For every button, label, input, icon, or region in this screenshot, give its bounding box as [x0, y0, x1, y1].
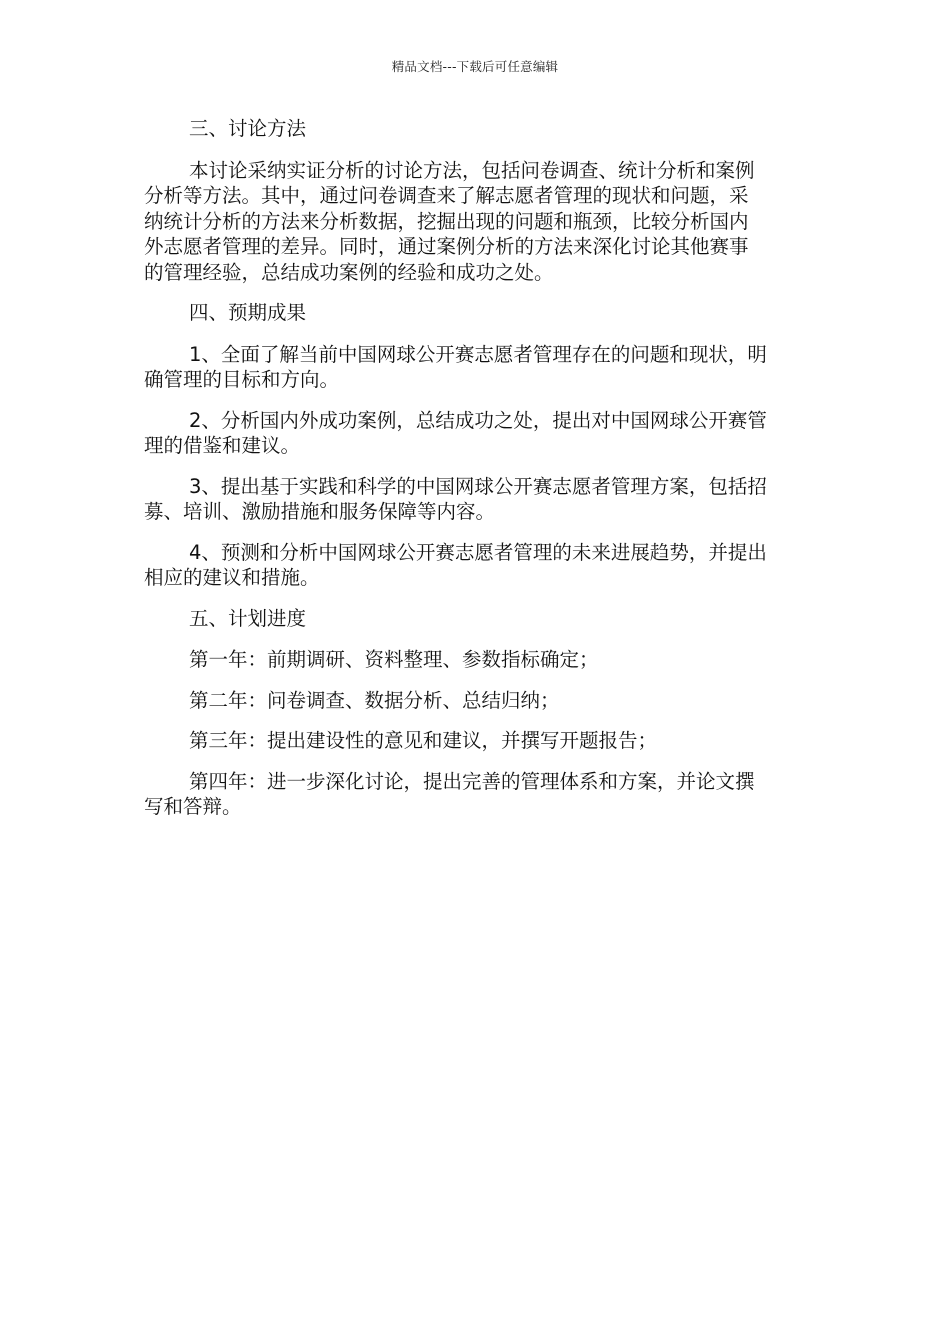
section-expected-results: [144, 300, 806, 591]
paragraph-year-3: 第三年：提出建设性的意见和建议，并撰写开题报告；: [189, 729, 658, 752]
paragraph-methods: 本讨论采纳实证分析的讨论方法，包括问卷调查、统计分析和案例 分析等方法。其中，通过问卷调查来了解志愿者管理的现状和问题，采 纳统计分析的方法来分析数据，挖掘出现的问题和瓶颈，比较分析国内 外志愿者管理的差异。同时，通过案例分析的方法来深化讨论其他赛事 的管理经验，总结成功案例的经验和成功之处。: [144, 158, 755, 284]
paragraph-year-2: 第二年：问卷调查、数据分析、总结归纳；: [189, 688, 560, 712]
section-methods: [144, 116, 806, 285]
document-body: [144, 116, 806, 835]
paragraph-result-2: 2、分析国内外成功案例，总结成功之处，提出对中国网球公开赛管 理的借鉴和建议。: [144, 408, 767, 457]
section-heading-expected-results: 四、预期成果: [189, 301, 307, 324]
section-heading-methods: 三、讨论方法: [189, 117, 307, 140]
section-heading-schedule: 五、计划进度: [189, 606, 307, 630]
section-schedule: [144, 606, 806, 820]
paragraph-year-1: 第一年：前期调研、资料整理、参数指标确定；: [189, 648, 599, 671]
paragraph-result-3: 3、提出基于实践和科学的中国网球公开赛志愿者管理方案，包括招 募、培训、激励措施和服务保障等内容。: [144, 474, 767, 523]
page-header: 精品文档---下载后可任意编辑: [391, 59, 559, 74]
paragraph-result-4: 4、预测和分析中国网球公开赛志愿者管理的未来进展趋势，并提出 相应的建议和措施。: [144, 540, 767, 589]
paragraph-result-1: 1、全面了解当前中国网球公开赛志愿者管理存在的问题和现状，明 确管理的目标和方向。: [144, 342, 767, 391]
paragraph-year-4: 第四年：进一步深化讨论，提出完善的管理体系和方案，并论文撰 写和答辩。: [144, 769, 755, 818]
